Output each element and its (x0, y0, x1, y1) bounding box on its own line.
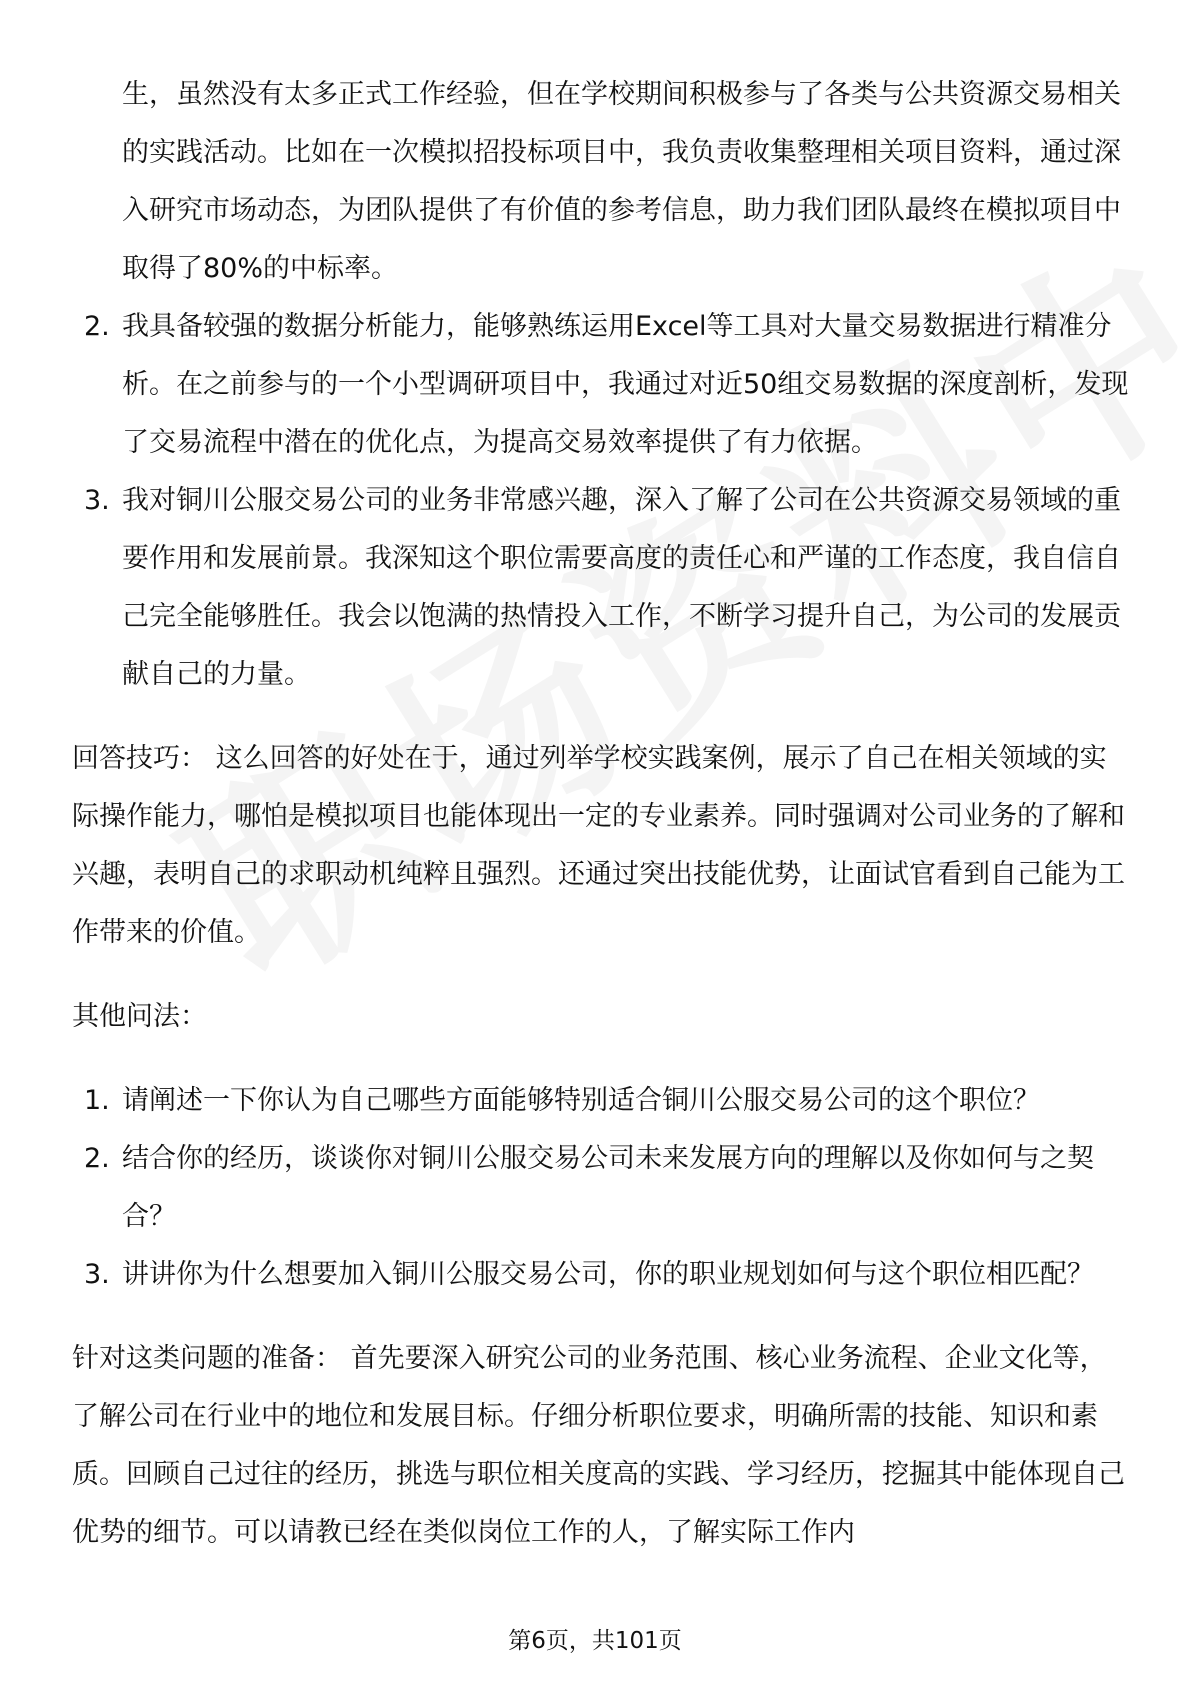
list-item (72, 472, 1132, 704)
preparation-paragraph: 针对这类问题的准备： 首先要深入研究公司的业务范围、核心业务流程、企业文化等，了解公司在行业中的地位和发展目标。仔细分析职位要求，明确所需的技能、知识和素质。回顾自己过往的经历，挑选与职位相关度高的实践、学习经历，挖掘其中能体现自己优势的细节。可以请教已经在类似岗位工作的人，了解实际工作内 (72, 1343, 1125, 1548)
list-item-number: 1. (84, 1085, 110, 1116)
list-item (72, 1130, 1132, 1246)
list-item-number: 3. (84, 1259, 110, 1290)
list-item-number: 2. (84, 311, 110, 342)
list-item-text: 结合你的经历，谈谈你对铜川公服交易公司未来发展方向的理解以及你如何与之契合？ (122, 1143, 1094, 1232)
list-item (72, 298, 1132, 472)
list-item (72, 1072, 1132, 1130)
answer-tips-paragraph: 回答技巧： 这么回答的好处在于，通过列举学校实践案例，展示了自己在相关领域的实际操作能力，哪怕是模拟项目也能体现出一定的专业素养。同时强调对公司业务的了解和兴趣，表明自己的求职动机纯粹且强烈。还通过突出技能优势，让面试官看到自己能为工作带来的价值。 (72, 743, 1125, 948)
list-item-text: 我对铜川公服交易公司的业务非常感兴趣，深入了解了公司在公共资源交易领域的重要作用和发展前景。我深知这个职位需要高度的责任心和严谨的工作态度，我自信自己完全能够胜任。我会以饱满的热情投入工作，不断学习提升自己，为公司的发展贡献自己的力量。 (122, 485, 1121, 690)
other-questions-heading: 其他问法： (72, 1001, 207, 1032)
page-number: 第6页，共101页 (508, 1628, 682, 1654)
answer-list (72, 66, 1132, 704)
list-item (72, 1246, 1132, 1304)
list-item-number: 2. (84, 1143, 110, 1174)
other-questions-list (72, 1072, 1132, 1304)
list-item-text: 我具备较强的数据分析能力，能够熟练运用Excel等工具对大量交易数据进行精准分析。在之前参与的一个小型调研项目中，我通过对近50组交易数据的深度剖析，发现了交易流程中潜在的优化点，为提高交易效率提供了有力依据。 (122, 311, 1129, 458)
list-item-text: 讲讲你为什么想要加入铜川公服交易公司，你的职业规划如何与这个职位相匹配？ (122, 1259, 1094, 1290)
list-item-text: 请阐述一下你认为自己哪些方面能够特别适合铜川公服交易公司的这个职位？ (122, 1085, 1040, 1116)
document-body (72, 66, 1132, 1562)
list-item-number: 3. (84, 485, 110, 516)
list-item-continuation: 生，虽然没有太多正式工作经验，但在学校期间积极参与了各类与公共资源交易相关的实践活动。比如在一次模拟招投标项目中，我负责收集整理相关项目资料，通过深入研究市场动态，为团队提供了有价值的参考信息，助力我们团队最终在模拟项目中取得了80%的中标率。 (122, 79, 1121, 284)
